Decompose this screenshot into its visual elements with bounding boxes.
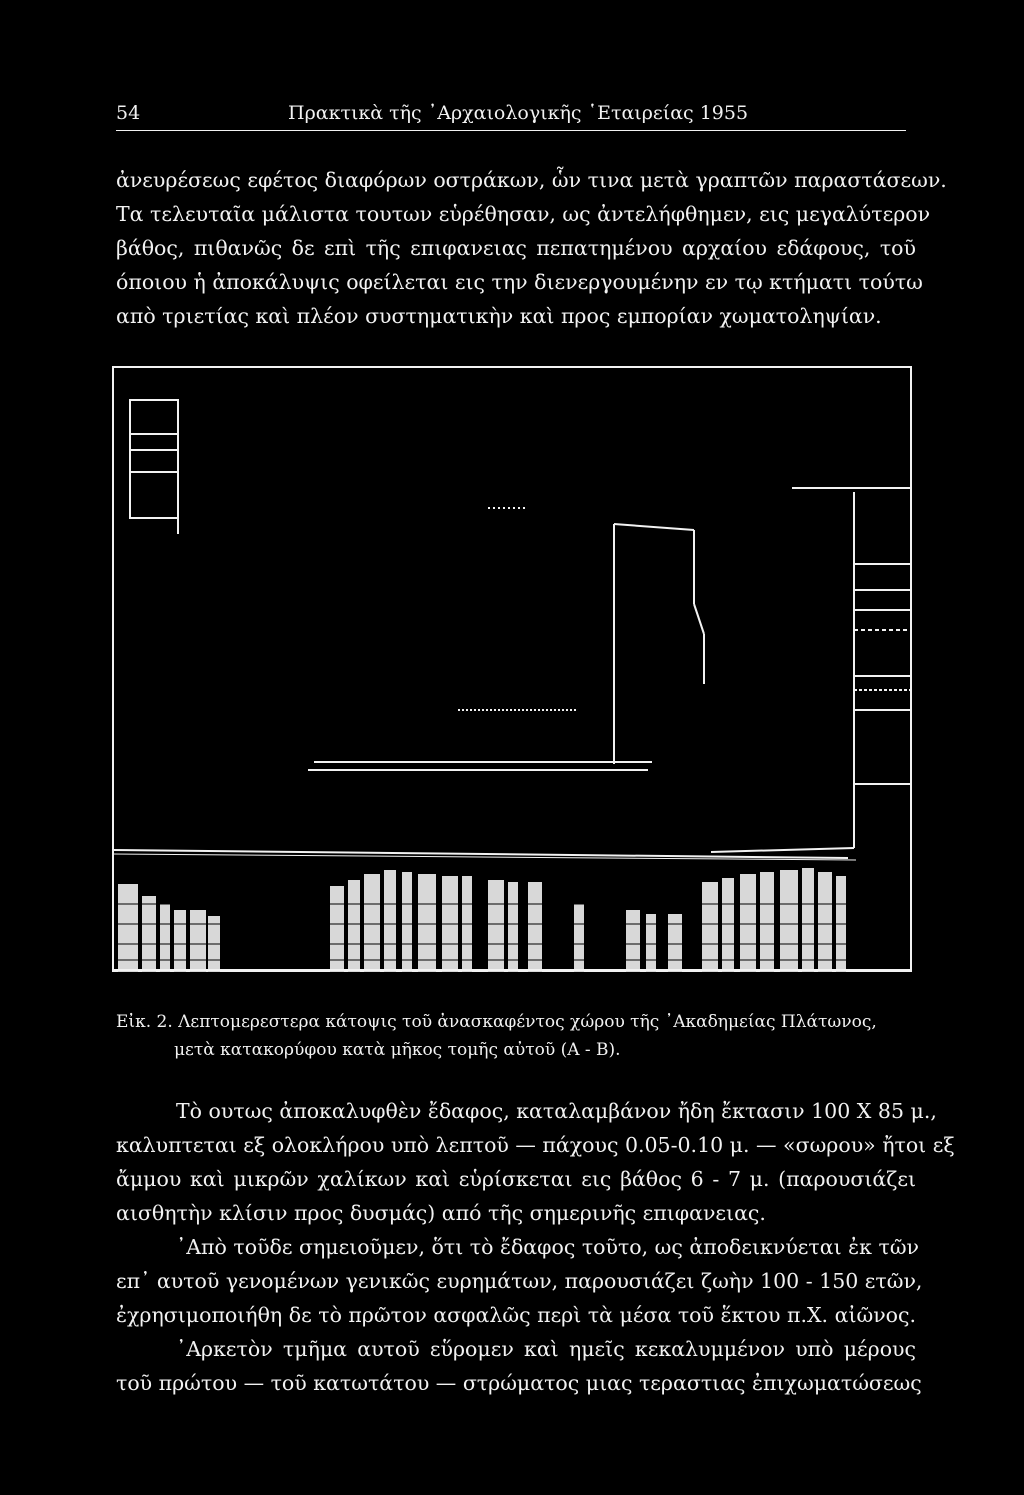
text-line: Τα τελευταῖα μάλιστα τουτων εὑρέθησαν, ως ἀντελήφθημεν, εις μεγαλύτερον <box>116 202 931 226</box>
text-line: ᾿Αρκετὸν τμῆμα αυτοῦ εὕρομεν καὶ ημεῖς κεκαλυμμένον υπὸ μέρους <box>176 1337 916 1361</box>
site-plan-figure <box>108 364 916 972</box>
caption-text: Λεπτομερεστερα κάτοψις τοῦ ἀνασκαφέντος χώρου τῆς ᾿Ακαδημείας Πλάτωνος, <box>178 1012 877 1032</box>
text-line: απὸ τριετίας καὶ πλέον συστηματικὴν καὶ προς εμπορίαν χωματοληψίαν. <box>116 304 882 328</box>
text-line: ᾿Απὸ τοῦδε σημειοῦμεν, ὅτι τὸ ἔδαφος τοῦτο, ως ἀποδεικνύεται ἐκ τῶν <box>176 1235 920 1259</box>
page-number: 54 <box>116 102 141 124</box>
text-line: ἀνευρέσεως εφέτος διαφόρων οστράκων, ὧν τινα μετὰ γραπτῶν παραστάσεων. <box>116 168 947 192</box>
paragraph-bottom <box>116 1094 955 1400</box>
header-rule <box>116 130 906 131</box>
caption-line-1 <box>116 1008 916 1036</box>
running-title: Πρακτικὰ τῆς ᾿Αρχαιολογικῆς ῾Εταιρείας 1955 <box>288 102 749 124</box>
text-line: όποιου ἡ ἀποκάλυψις οφείλεται εις την διενεργουμένην εν τῳ κτήματι τούτω <box>116 270 923 294</box>
page-header <box>116 102 906 126</box>
text-line: επ᾿ αυτοῦ γενομένων γενικῶς ευρημάτων, παρουσιάζει ζωὴν 100 - 150 ετῶν, <box>116 1269 923 1293</box>
text-line: ἄμμου καὶ μικρῶν χαλίκων καὶ εὑρίσκεται εις βάθος 6 - 7 μ. (παρουσιάζει <box>116 1167 916 1191</box>
paragraph-top <box>116 163 947 333</box>
site-plan-drawing <box>108 364 916 972</box>
text-line: ἐχρησιμοποιήθη δε τὸ πρῶτον ασφαλῶς περὶ τὰ μέσα τοῦ ἕκτου π.Χ. αἰῶνος. <box>116 1303 916 1327</box>
figure-label: Εἰκ. 2. <box>116 1012 173 1032</box>
caption-line-2: μετὰ κατακορύφου κατὰ μῆκος τομῆς αὐτοῦ (Α - Β). <box>174 1040 621 1060</box>
text-line: βάθος, πιθανῶς δε επὶ τῆς επιφανειας πεπατημένου αρχαίου εδάφους, τοῦ <box>116 236 916 260</box>
text-line: καλυπτεται εξ ολοκλήρου υπὸ λεπτοῦ — πάχους 0.05-0.10 μ. — «σωρου» ἤτοι εξ <box>116 1133 955 1157</box>
figure-caption <box>116 1008 916 1064</box>
text-line: αισθητὴν κλίσιν προς δυσμάς) από τῆς σημερινῆς επιφανειας. <box>116 1201 766 1225</box>
text-line: τοῦ πρώτου — τοῦ κατωτάτου — στρώματος μιας τεραστιας ἐπιχωματώσεως <box>116 1371 922 1395</box>
text-line: Τὸ ουτως ἀποκαλυφθὲν ἔδαφος, καταλαμβάνον ἤδη ἔκτασιν 100 Χ 85 μ., <box>176 1099 937 1123</box>
